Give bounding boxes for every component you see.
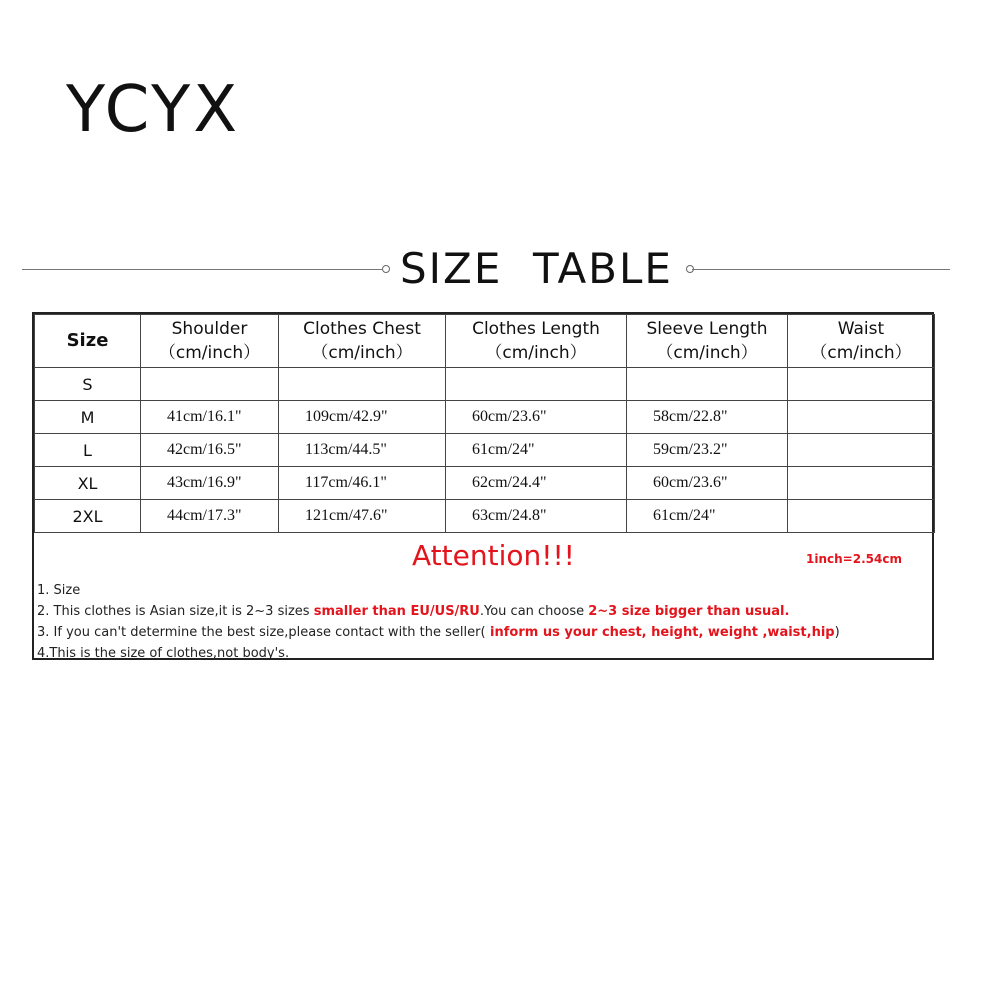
note-2-highlight-a: smaller than EU/US/RU [313, 604, 480, 619]
size-table-title: SIZE TABLE [400, 244, 673, 293]
attention-heading: Attention!!! [412, 539, 575, 572]
length-cell: 63cm/24.8" [446, 500, 627, 533]
sleeve-cell: 61cm/24" [627, 500, 788, 533]
title-divider-right [692, 269, 950, 270]
header-waist-unit: （cm/inch） [810, 343, 912, 363]
waist-cell [788, 500, 935, 533]
table-row [35, 467, 935, 500]
header-size [35, 315, 141, 368]
note-2-highlight-b: 2~3 size bigger than usual. [588, 604, 790, 619]
notes-list [37, 580, 929, 664]
chest-cell: 109cm/42.9" [279, 401, 446, 434]
header-sleeve-unit: （cm/inch） [656, 343, 758, 363]
header-waist [788, 315, 935, 368]
length-cell: 60cm/23.6" [446, 401, 627, 434]
note-4 [37, 643, 929, 664]
table-row [35, 434, 935, 467]
length-cell: 61cm/24" [446, 434, 627, 467]
shoulder-cell: 44cm/17.3" [141, 500, 279, 533]
length-cell [446, 368, 627, 401]
header-size-label: Size [66, 330, 109, 351]
size-cell: L [35, 434, 141, 467]
waist-cell [788, 434, 935, 467]
table-row [35, 368, 935, 401]
shoulder-cell: 43cm/16.9" [141, 467, 279, 500]
table-header-row [35, 315, 935, 368]
header-chest-unit: （cm/inch） [311, 343, 413, 363]
size-cell: S [35, 368, 141, 401]
shoulder-cell: 42cm/16.5" [141, 434, 279, 467]
header-length [446, 315, 627, 368]
note-1-text: 1. Size [37, 583, 81, 598]
header-sleeve [627, 315, 788, 368]
size-chart-table [34, 314, 935, 533]
shoulder-cell: 41cm/16.1" [141, 401, 279, 434]
inch-conversion-note: 1inch=2.54cm [806, 552, 902, 566]
sleeve-cell: 58cm/22.8" [627, 401, 788, 434]
size-cell: 2XL [35, 500, 141, 533]
waist-cell [788, 368, 935, 401]
note-3-highlight: inform us your chest, height, weight ,waist,hip [485, 625, 835, 640]
header-length-unit: （cm/inch） [485, 343, 587, 363]
note-4-text: 4.This is the size of clothes,not body's. [37, 646, 290, 661]
header-shoulder [141, 315, 279, 368]
chest-cell: 117cm/46.1" [279, 467, 446, 500]
chest-cell: 121cm/47.6" [279, 500, 446, 533]
waist-cell [788, 401, 935, 434]
size-table-title-row [22, 244, 950, 294]
shoulder-cell [141, 368, 279, 401]
sleeve-cell [627, 368, 788, 401]
brand-logo-text: YCYX [66, 73, 241, 147]
note-2-text-c: .You can choose [479, 604, 589, 619]
sleeve-cell: 60cm/23.6" [627, 467, 788, 500]
title-divider-left [22, 269, 382, 270]
chest-cell: 113cm/44.5" [279, 434, 446, 467]
header-chest-label: Clothes Chest [303, 319, 421, 339]
table-row [35, 500, 935, 533]
size-chart-frame [32, 312, 934, 660]
length-cell: 62cm/24.4" [446, 467, 627, 500]
note-3-text-a: 3. If you can't determine the best size,please contact with the seller( [37, 625, 486, 640]
waist-cell [788, 467, 935, 500]
note-2 [37, 601, 929, 622]
header-shoulder-label: Shoulder [171, 319, 248, 339]
chest-cell [279, 368, 446, 401]
size-cell: XL [35, 467, 141, 500]
header-length-label: Clothes Length [472, 319, 600, 339]
header-sleeve-label: Sleeve Length [646, 319, 768, 339]
note-3-text-c: ) [834, 625, 840, 640]
header-chest [279, 315, 446, 368]
header-shoulder-unit: （cm/inch） [158, 343, 261, 363]
note-3 [37, 622, 929, 643]
note-2-text-a: 2. This clothes is Asian size,it is 2~3 sizes [37, 604, 314, 619]
sleeve-cell: 59cm/23.2" [627, 434, 788, 467]
title-bullet-left [382, 265, 390, 273]
header-waist-label: Waist [837, 319, 885, 339]
note-1 [37, 580, 929, 601]
table-row [35, 401, 935, 434]
attention-section [34, 536, 932, 660]
size-cell: M [35, 401, 141, 434]
